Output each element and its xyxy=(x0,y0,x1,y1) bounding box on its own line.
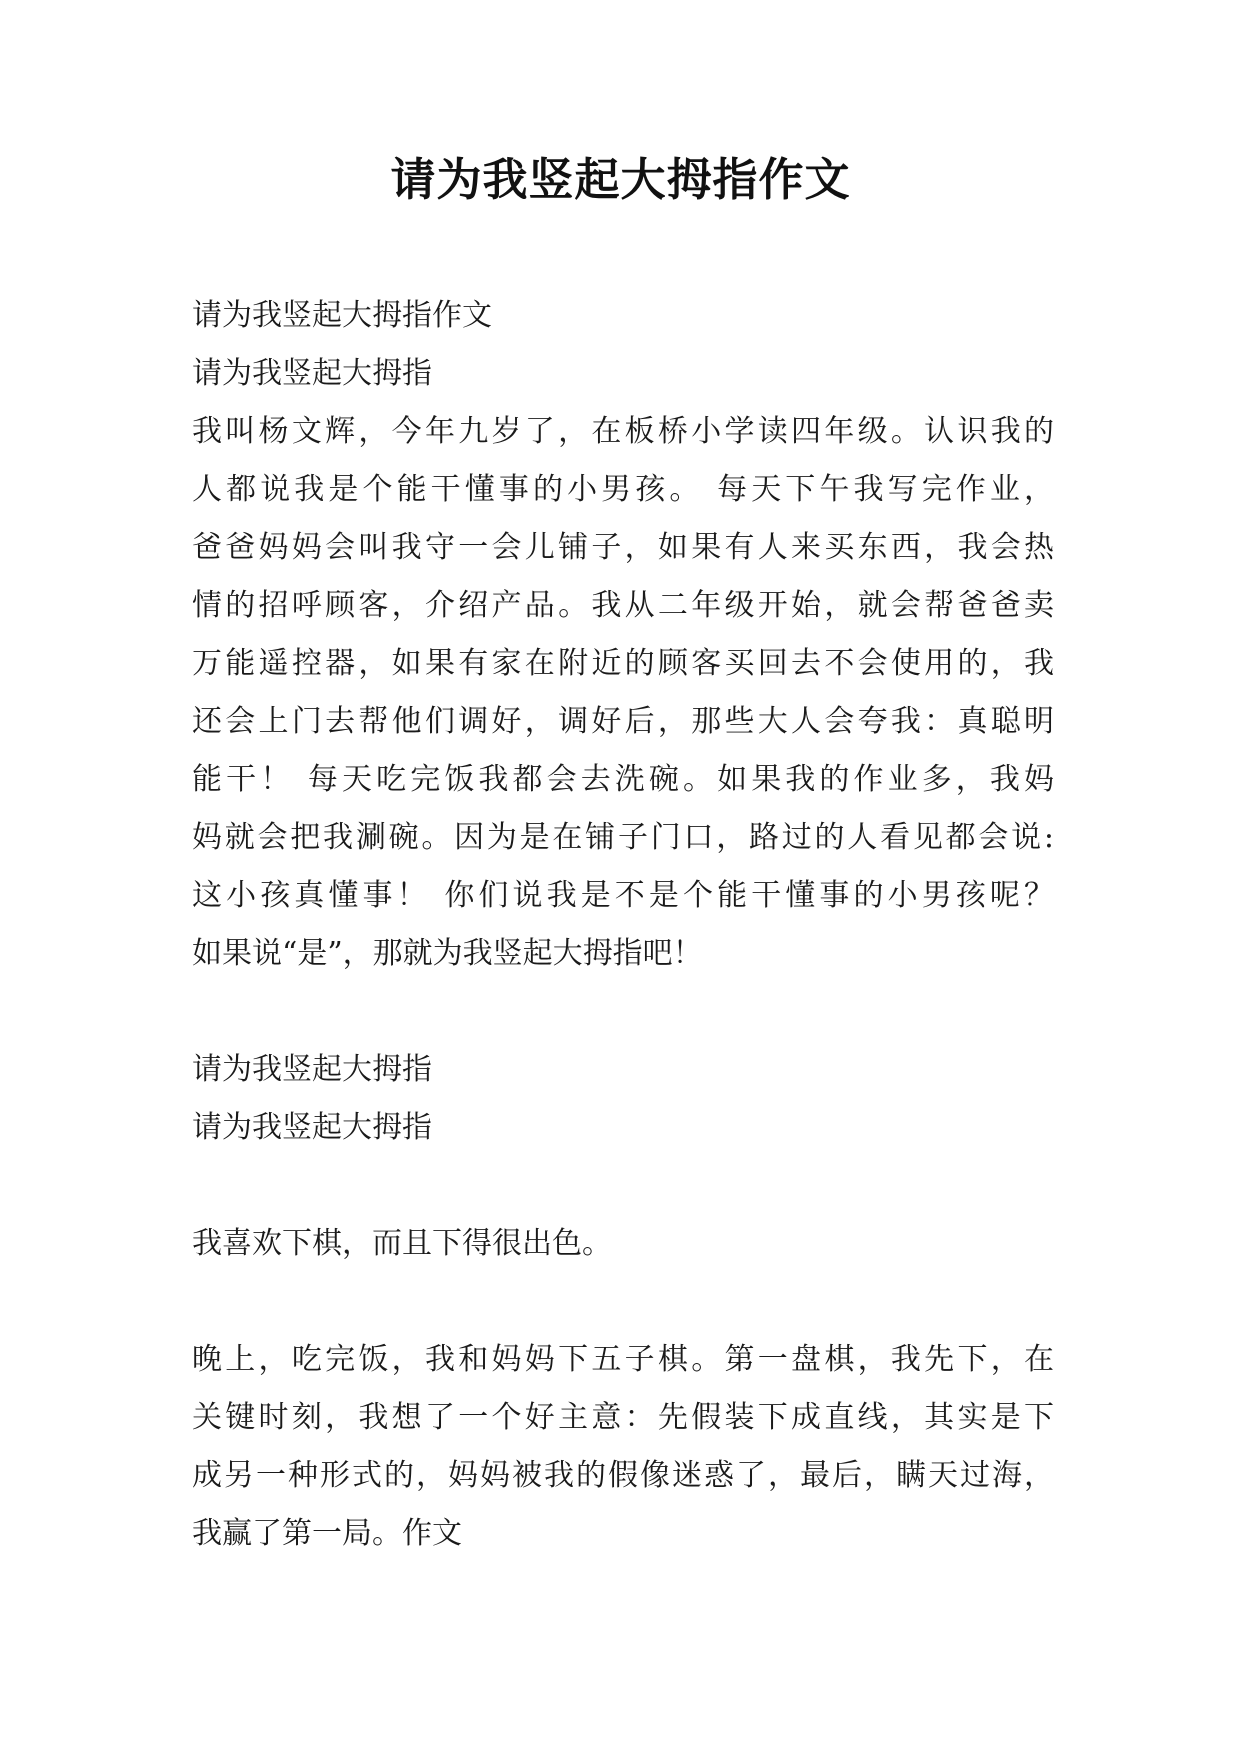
paragraph-line: 妈就会把我涮碗。因为是在铺子门口，路过的人看见都会说: xyxy=(192,820,1054,855)
document-title: 请为我竖起大拇指作文 xyxy=(390,153,851,206)
paragraph-line: 我赢了第一局。作文 xyxy=(192,1516,462,1551)
document-body xyxy=(192,287,1054,1563)
paragraph-line: 晚上，吃完饭，我和妈妈下五子棋。第一盘棋，我先下，在 xyxy=(192,1342,1054,1377)
paragraph-line: 我叫杨文辉，今年九岁了，在板桥小学读四年级。认识我的 xyxy=(192,414,1054,449)
paragraph-line: 爸爸妈妈会叫我守一会儿铺子，如果有人来买东西，我会热 xyxy=(192,530,1054,565)
paragraph-line: 情的招呼顾客，介绍产品。我从二年级开始，就会帮爸爸卖 xyxy=(192,588,1054,623)
paragraph-line: 如果说“是”，那就为我竖起大拇指吧！ xyxy=(192,936,703,971)
paragraph-line: 我喜欢下棋，而且下得很出色。 xyxy=(192,1226,612,1261)
body-subheading: 请为我竖起大拇指 xyxy=(192,356,432,391)
blank-line xyxy=(192,1157,1054,1215)
paragraph-line: 还会上门去帮他们调好，调好后，那些大人会夸我：真聪明 xyxy=(192,704,1054,739)
blank-line xyxy=(192,983,1054,1041)
body-subheading: 请为我竖起大拇指 xyxy=(192,1052,432,1087)
paragraph-line: 能干！ 每天吃完饭我都会去洗碗。如果我的作业多，我妈 xyxy=(192,762,1054,797)
blank-line xyxy=(192,1273,1054,1331)
paragraph-line: 这小孩真懂事！ 你们说我是不是个能干懂事的小男孩呢？ xyxy=(192,878,1054,913)
paragraph-line: 万能遥控器，如果有家在附近的顾客买回去不会使用的，我 xyxy=(192,646,1054,681)
body-subheading: 请为我竖起大拇指 xyxy=(192,1110,432,1145)
paragraph-line: 关键时刻，我想了一个好主意：先假装下成直线，其实是下 xyxy=(192,1400,1054,1435)
body-heading: 请为我竖起大拇指作文 xyxy=(192,298,492,333)
paragraph-line: 人都说我是个能干懂事的小男孩。 每天下午我写完作业， xyxy=(192,472,1054,507)
paragraph-line: 成另一种形式的，妈妈被我的假像迷惑了，最后，瞒天过海， xyxy=(192,1458,1054,1493)
